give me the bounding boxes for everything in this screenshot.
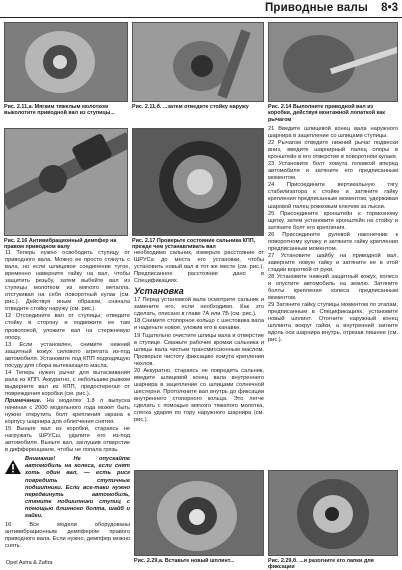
paragraph: необходимо сальник, измерьте расстояние от ШРУСа до места его установки, чтобы установить новый вал в тот же месте (см. рис.). Предписанное расстояние дано в Спецификациях. (134, 250, 264, 285)
paragraph: 22 Рычагом отведите нижний рычаг подвески вниз, введите шарнирный палец опоры в кронштейн в его отверстие в поворотном кулаке. (268, 140, 398, 161)
photo-split-pin-bend (268, 470, 398, 556)
paragraph: 27 Установите шайбу на приводной вал, заверните новую гайку и затяните ее в этой стадии вороткой от руки. (268, 252, 398, 273)
paragraph: 20 Аккуратно, стараясь не повредить сальник, введите шлицевой конец вала внутреннего шарнира в зацепление со шлицами солнечной шестерни. Протолкните вал внутрь до фиксации внутреннего стопорного кольца. Это легче сделать с помощью мягкого тяжелого молотка, слегка ударяя по тору наружного шарнира (см. рис.). (134, 367, 264, 424)
figure-caption: Рис. 2.29,б. ...и разогните его лапки для фиксации (268, 558, 374, 570)
figure-caption: Рис. 2.17 Проверьте состояние сальника КПП, прежде чем устанавливать вал (132, 238, 256, 251)
note-text: На моделях 1.8 л выпуска начиная с 2000 модельного года может быть нужно открутить болт крепления экрана к корпусу шарнира для облегчения снятия. (5, 397, 130, 426)
photo-damper-driveshaft (4, 128, 128, 236)
figure-caption: Рис. 2.29,а. Вставьте новый шплинт... (134, 558, 235, 564)
figure-caption: Рис. 2.14 Выполните приводной вал из коробки, действуя монтажной лопаткой как рычагом (268, 104, 385, 123)
paragraph: 24 Присоедините вертикальную тягу стабилизатора к стойке и затяните гайку крепления предписанным моментом, удерживая шаровой палец рожковым ключом за лыски. (268, 182, 398, 210)
photo-strut (132, 22, 264, 102)
paragraph: 29 Затяните гайку ступицы моментом по этапам, предписанным в Спецификациях, установите новый шплинт. Отогните наружный конец шплинта вокруг гайки, а внутренний загните вдоль оси шарнира внутрь, отрезав лишнее (см. рис.). (268, 302, 398, 344)
paragraph: 15 Выньте вал из коробки, стараясь не нагружать ШРУСы, удалите его из-под автомобиля. Выньте вал, заглушив отверстие в дифференциале, чтобы не попала грязь. (5, 426, 130, 454)
paragraph: 21 Введите шлицевой конец вала наружного шарнира в зацепление со шлицами ступицы. (268, 126, 398, 140)
paragraph: 23 Установите болт хомута головкой вперед автомобиля и затяните его предписанным моментом. (268, 161, 398, 182)
text-column-middle (134, 250, 264, 424)
note-title: Примечание. (5, 397, 42, 404)
photo-lever-gearbox (268, 22, 398, 102)
paragraph: 25 Присоедините кронштейн к тормозному щитку, затем установите кронштейн на стойку и затяните болт его крепления. (268, 210, 398, 231)
paragraph: 17 Перед установкой вала осмотрите сальник и замените его, если необходимо. Как это сделать, описано в главе 7А или 7Б (см. рис.). (134, 297, 264, 318)
photo-hub-hammer (4, 22, 128, 102)
warning-box (5, 456, 130, 519)
paragraph: 12 Отсоедините вал от ступицы; отведите стойку в сторону и подвяжите ее там проволокой, уложите вал на стержневую опору. (5, 313, 130, 341)
paragraph: 14 Теперь нужен рычаг для вытаскивания вала из КПП. Аккуратно, с небольшим рывком выдерните вал из КПП, предостерегая от повреждения коробки (см. рис.). (5, 369, 130, 397)
section-title: Приводные валы (264, 2, 368, 14)
page-number: 8•3 (381, 2, 398, 14)
text-column-right (268, 126, 398, 344)
photo-split-pin-insert (134, 470, 264, 556)
page-header (0, 0, 402, 18)
paragraph: 18 Снимите стопорное кольцо с шестовика вала и наденьте новое, уложив его в канавке. (134, 318, 264, 332)
figure-caption: Рис. 2.16 Антивибрационный демпфер на правом приводном валу (4, 238, 117, 251)
text-column-left (5, 250, 130, 550)
paragraph: 16 Все модели оборудованы антивибрационным демпфером правого приводного вала. Если нужно, демпфер можно снять. (5, 521, 130, 549)
note (5, 398, 130, 426)
warning-icon (5, 460, 21, 474)
footer-book-title: Opel Astra & Zafira (6, 560, 53, 566)
figure-caption: Рис. 2.11,б. ...затем отведите стойку наружу (132, 104, 249, 110)
paragraph: 19 Тщательно очистите шлицы вала и отверстие в ступице. Смажьте рабочие кромки сальника и шлицы вала чистым трансмиссионным маслом. Проверьте чистоту фиксацию хомута крепления чехлов. (134, 332, 264, 367)
paragraph: 11 Теперь нужно освободить ступицу от приводного вала. Можно ее просто стянуть с вала, но если шлицевое соединение тугое, временно наверните гайку на вал, чтобы защитить резьбу, затем выбейте вал из ступицы молотком из мягкого металла, отстукивая на себя поворотный кулак (см. рис.). Действуя иным образом, сначала отведите стойку наружу (см. рис.). (5, 250, 130, 313)
figure-caption: Рис. 2.11,а. Мягким тяжелым молотком выколотите приводной вал из ступицы... (4, 104, 115, 117)
warning-text: Внимание! Не опускайте автомобиль на колеса, если снят хоть один вал, — есть риск повредить ступичные подшипники. Если все-таки нужно передвинуть автомобиль, стяните подшипники ступиц с помощью длинного болта, шайб и гайки. (25, 456, 130, 519)
paragraph: 13 Если установлен, снимите нижний защитный кожух силового агрегата из-под автомобиля. Установите под КПП подходящую посуду для сбора вытекающего масла. (5, 341, 130, 369)
paragraph: 26 Присоедините рулевой наконечник к поворотному кулаку и затяните гайку крепления предписанным моментом. (268, 231, 398, 252)
paragraph: 28 Установите нижний защитный кожух, колесо и опустите автомобиль на землю. Затяните болты крепления колеса предписанным моментом. (268, 273, 398, 302)
section-heading: Установка (134, 286, 184, 297)
photo-gearbox-seal (132, 128, 264, 236)
